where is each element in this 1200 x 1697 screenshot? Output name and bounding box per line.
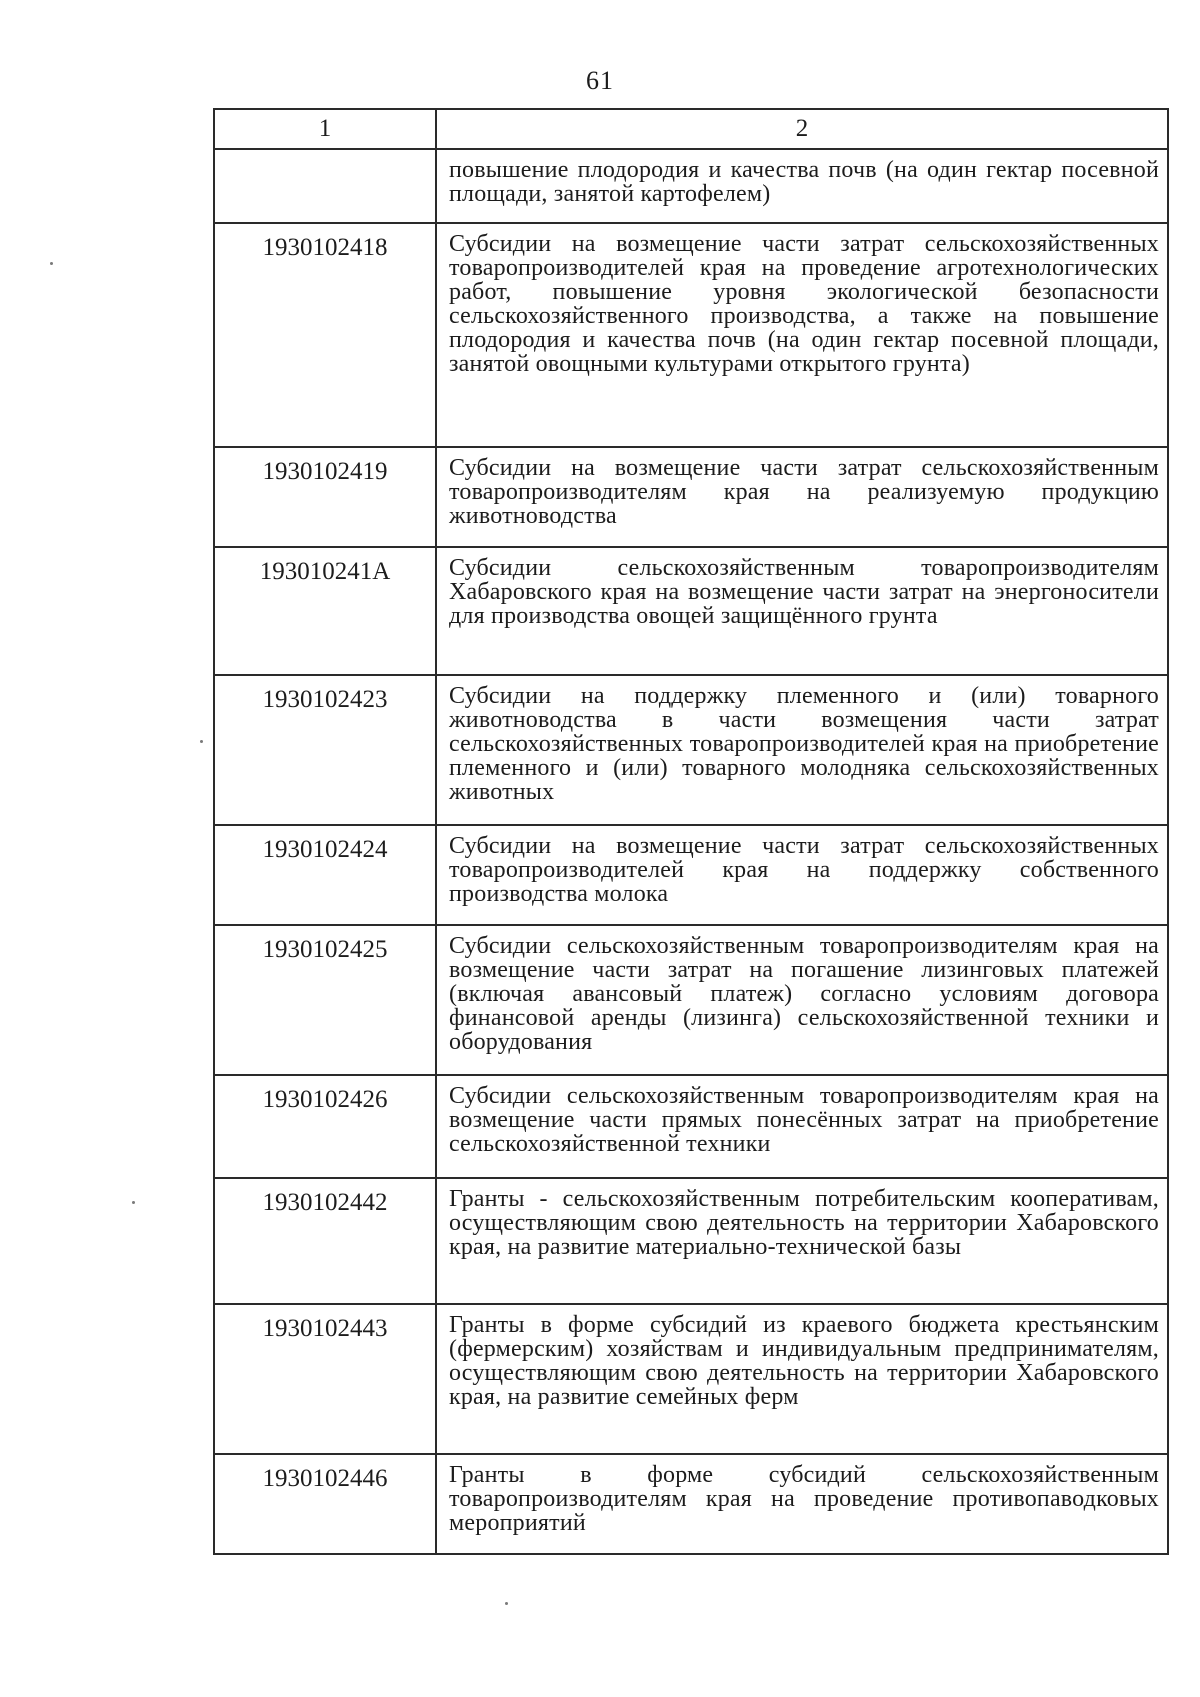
- description-cell: Субсидии сельскохозяйственным товаропроизводителям края на возмещение части затрат на погашение лизинговых платежей (включая авансовый платеж) согласно условиям договора финансовой аренды (лизинга) сельскохозяйственной техники и оборудования: [436, 925, 1168, 1075]
- code-cell: 1930102442: [214, 1178, 436, 1304]
- scan-speck: [50, 262, 53, 265]
- scan-speck: [505, 1602, 508, 1605]
- table-row: [214, 1178, 1168, 1304]
- table-row: [214, 149, 1168, 223]
- description-cell: Гранты в форме субсидий из краевого бюджета крестьянским (фермерским) хозяйствам и индивидуальным предпринимателям, осуществляющим свою деятельность на территории Хабаровского края, на развитие семейных ферм: [436, 1304, 1168, 1454]
- description-cell: Субсидии на возмещение части затрат сельскохозяйственных товаропроизводителей края на поддержку собственного производства молока: [436, 825, 1168, 925]
- table-row: [214, 1075, 1168, 1178]
- code-cell: 1930102425: [214, 925, 436, 1075]
- page-number: 61: [586, 66, 614, 95]
- code-cell: [214, 149, 436, 223]
- table-row: [214, 447, 1168, 547]
- code-cell: 1930102423: [214, 675, 436, 825]
- column-header-1: 1: [214, 109, 436, 149]
- description-cell: Субсидии сельскохозяйственным товаропроизводителям края на возмещение части прямых понесённых затрат на приобретение сельскохозяйственной техники: [436, 1075, 1168, 1178]
- description-cell: Гранты в форме субсидий сельскохозяйственным товаропроизводителям края на проведение противопаводковых мероприятий: [436, 1454, 1168, 1554]
- table-header: [214, 109, 1168, 149]
- scan-speck: [132, 1201, 135, 1204]
- description-cell: Субсидии на возмещение части затрат сельскохозяйственных товаропроизводителей края на проведение агротехнологических работ, повышение уровня экологической безопасности сельскохозяйственного производства, а также на повышение плодородия и качества почв (на один гектар посевной площади, занятой овощными культурами открытого грунта): [436, 223, 1168, 447]
- code-cell: 1930102424: [214, 825, 436, 925]
- code-cell: 193010241А: [214, 547, 436, 675]
- table-row: [214, 925, 1168, 1075]
- table-row: [214, 223, 1168, 447]
- description-cell: Субсидии на возмещение части затрат сельскохозяйственным товаропроизводителям края на реализуемую продукцию животноводства: [436, 447, 1168, 547]
- table-row: [214, 1454, 1168, 1554]
- description-cell: Гранты - сельскохозяйственным потребительским кооперативам, осуществляющим свою деятельность на территории Хабаровского края, на развитие материально-технической базы: [436, 1178, 1168, 1304]
- table-row: [214, 547, 1168, 675]
- code-cell: 1930102418: [214, 223, 436, 447]
- description-cell: Субсидии на поддержку племенного и (или) товарного животноводства в части возмещения части затрат сельскохозяйственных товаропроизводителей края на приобретение племенного и (или) товарного молодняка сельскохозяйственных животных: [436, 675, 1168, 825]
- description-cell: повышение плодородия и качества почв (на один гектар посевной площади, занятой картофелем): [436, 149, 1168, 223]
- column-header-2: 2: [436, 109, 1168, 149]
- code-cell: 1930102419: [214, 447, 436, 547]
- table-row: [214, 1304, 1168, 1454]
- header-row: [214, 109, 1168, 149]
- table-body: [214, 149, 1168, 1554]
- table-row: [214, 675, 1168, 825]
- description-cell: Субсидии сельскохозяйственным товаропроизводителям Хабаровского края на возмещение части затрат на энергоносители для производства овощей защищённого грунта: [436, 547, 1168, 675]
- code-cell: 1930102446: [214, 1454, 436, 1554]
- table-row: [214, 825, 1168, 925]
- scan-speck: [200, 740, 203, 743]
- code-cell: 1930102443: [214, 1304, 436, 1454]
- budget-classification-table: [213, 108, 1169, 1555]
- code-cell: 1930102426: [214, 1075, 436, 1178]
